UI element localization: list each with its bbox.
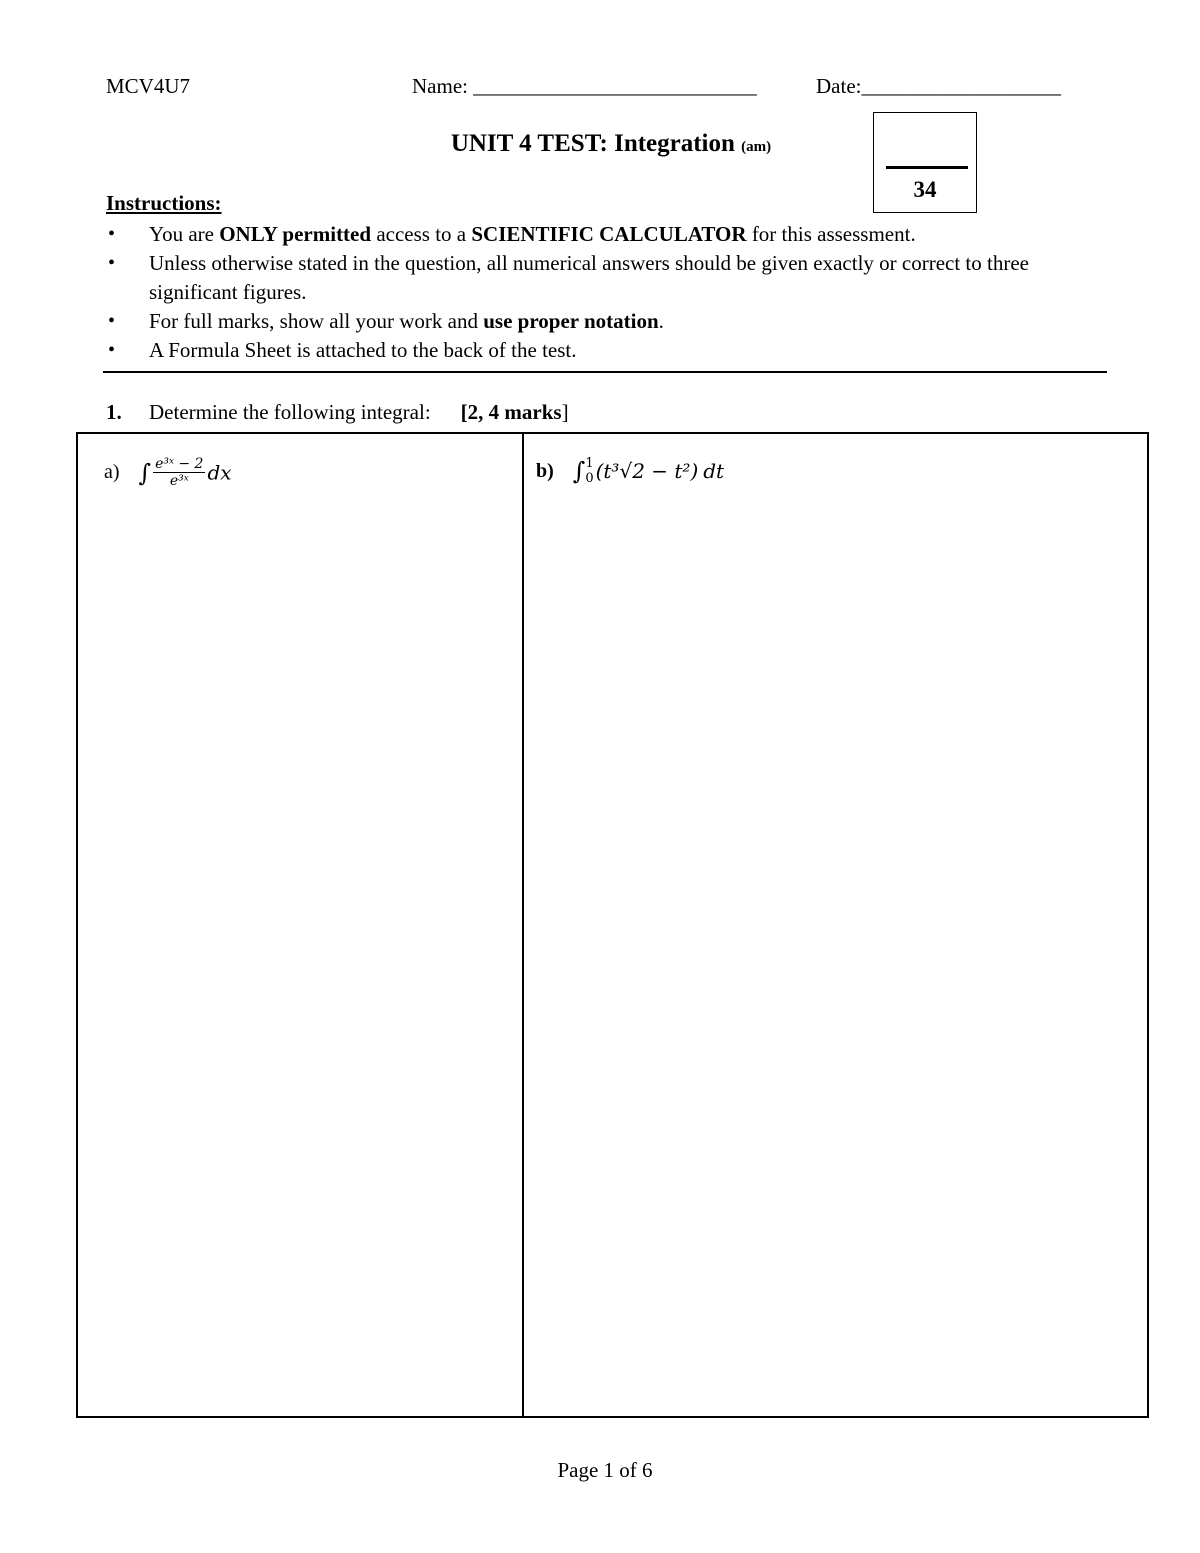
fraction: [153, 456, 205, 489]
test-title-suffix: (am): [741, 139, 772, 155]
instruction-item: [106, 249, 1106, 307]
instruction-text: A Formula Sheet is attached to the back of the test.: [149, 338, 577, 362]
instruction-text: use proper notation: [483, 309, 659, 333]
score-line: [886, 166, 968, 169]
instruction-text: ONLY permitted: [219, 222, 372, 246]
part-a[interactable]: [104, 456, 232, 489]
upper-limit: 1: [585, 456, 594, 471]
fraction-numerator: e³ˣ − 2: [155, 456, 204, 472]
marks-text: 2, 4 marks: [467, 400, 562, 424]
instructions-list: [106, 220, 1106, 365]
marks-text: [: [460, 400, 468, 424]
question-marks: [461, 400, 569, 424]
fraction-denominator: e³ˣ: [169, 473, 189, 489]
integral-sign: ∫: [138, 458, 152, 487]
test-title-main: UNIT 4 TEST: Integration: [450, 130, 735, 157]
part-b-label: b): [536, 459, 554, 482]
answer-grid-divider: [522, 434, 524, 1416]
marks-text: ]: [561, 400, 569, 424]
instruction-item: [106, 336, 1106, 365]
score-box[interactable]: [873, 112, 977, 213]
lower-limit: 0: [585, 471, 594, 486]
instruction-text: access to a: [371, 222, 472, 246]
instruction-text: Unless otherwise stated in the question, all numerical answers should be given exactly or correct to three significant figures.: [149, 251, 1029, 304]
question-1: [106, 400, 569, 425]
test-title: [0, 130, 1200, 158]
question-number: 1.: [106, 400, 122, 424]
instruction-text: for this assessment.: [746, 222, 916, 246]
instruction-text: .: [658, 309, 664, 333]
name-field[interactable]: Name: ___________________________: [412, 74, 757, 98]
integral-sign: ∫: [572, 457, 586, 485]
part-b[interactable]: [536, 456, 724, 486]
instruction-item: [106, 220, 1106, 249]
answer-grid: [76, 432, 1149, 1418]
integrand: (t³√2 − t²): [595, 459, 699, 483]
part-a-label: a): [104, 461, 120, 483]
differential: dt: [703, 459, 725, 483]
divider-rule: [103, 371, 1107, 373]
page-number: Page 1 of 6: [557, 1458, 653, 1482]
integral-limits: [585, 456, 593, 486]
question-prompt: Determine the following integral:: [149, 400, 431, 424]
instruction-text: SCIENTIFIC CALCULATOR: [471, 222, 747, 246]
instruction-text: You are: [149, 222, 220, 246]
date-field[interactable]: Date:___________________: [816, 74, 1061, 98]
instruction-text: For full marks, show all your work and: [149, 309, 484, 333]
score-total: 34: [913, 177, 937, 202]
instruction-item: [106, 307, 1106, 336]
differential: dx: [207, 460, 232, 485]
instructions-heading: Instructions:: [106, 191, 222, 215]
course-code: MCV4U7: [106, 74, 191, 98]
